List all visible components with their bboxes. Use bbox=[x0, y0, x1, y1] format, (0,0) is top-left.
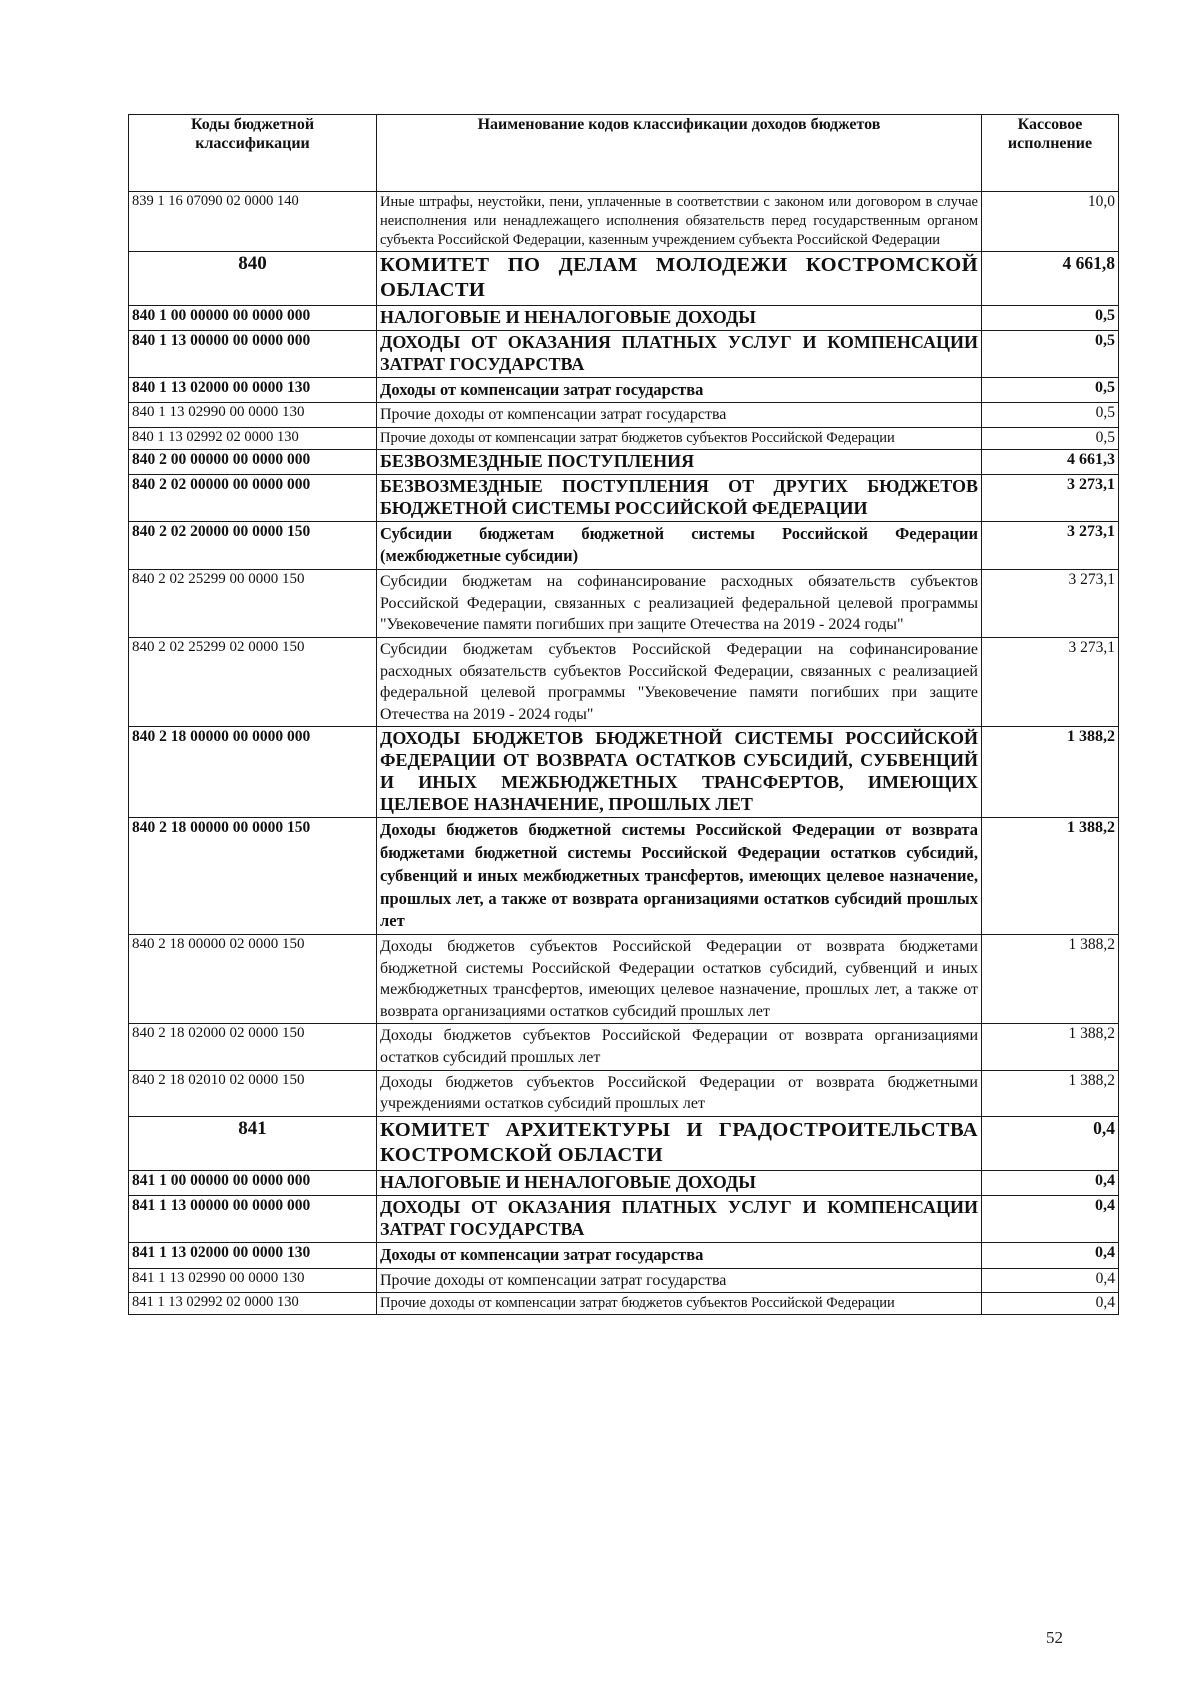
row-sum: 0,5 bbox=[982, 403, 1119, 428]
row-code: 840 1 13 02000 00 0000 130 bbox=[129, 377, 377, 403]
row-name: Прочие доходы от компенсации затрат бюджетов субъектов Российской Федерации bbox=[377, 1293, 982, 1315]
row-name: ДОХОДЫ ОТ ОКАЗАНИЯ ПЛАТНЫХ УСЛУГ И КОМПЕНСАЦИИ ЗАТРАТ ГОСУДАРСТВА bbox=[377, 1195, 982, 1242]
row-code: 840 2 00 00000 00 0000 000 bbox=[129, 449, 377, 474]
row-code: 840 2 02 20000 00 0000 150 bbox=[129, 521, 377, 570]
table-row bbox=[129, 403, 1119, 428]
row-name: Иные штрафы, неустойки, пени, уплаченные в соответствии с законом или договором в случае неисполнения или ненадлежащего исполнения обязательств перед государственным органом субъекта Российской Федерации, казенным учреждением субъекта Российской Федерации bbox=[377, 192, 982, 252]
row-sum: 0,4 bbox=[982, 1268, 1119, 1293]
table-row bbox=[129, 330, 1119, 377]
table-row bbox=[129, 818, 1119, 935]
row-name: Доходы бюджетов субъектов Российской Федерации от возврата организациями остатков субсидий прошлых лет bbox=[377, 1024, 982, 1070]
table-row bbox=[129, 521, 1119, 570]
row-code: 840 1 13 00000 00 0000 000 bbox=[129, 330, 377, 377]
row-code: 841 1 00 00000 00 0000 000 bbox=[129, 1171, 377, 1196]
row-code: 841 1 13 00000 00 0000 000 bbox=[129, 1195, 377, 1242]
row-name: Доходы бюджетов субъектов Российской Федерации от возврата бюджетами бюджетной системы Российской Федерации остатков субсидий, субвенций и иных межбюджетных трансфертов, имеющих целевое назначение, прошлых лет, а также от возврата организациями остатков субсидий прошлых лет bbox=[377, 935, 982, 1024]
table-row bbox=[129, 935, 1119, 1024]
table-row bbox=[129, 377, 1119, 403]
row-name: Доходы бюджетов бюджетной системы Российской Федерации от возврата бюджетами бюджетной системы Российской Федерации остатков субсидий, субвенций и иных межбюджетных трансфертов, имеющих целевое назначение, прошлых лет, а также от возврата организациями остатков субсидий прошлых лет bbox=[377, 818, 982, 935]
row-sum: 0,4 bbox=[982, 1293, 1119, 1315]
row-sum: 3 273,1 bbox=[982, 638, 1119, 727]
header-sum: Кассовое исполнение bbox=[982, 115, 1119, 192]
row-sum: 3 273,1 bbox=[982, 474, 1119, 521]
row-code: 841 bbox=[129, 1116, 377, 1170]
table-row bbox=[129, 727, 1119, 818]
row-code: 839 1 16 07090 02 0000 140 bbox=[129, 192, 377, 252]
row-name: ДОХОДЫ БЮДЖЕТОВ БЮДЖЕТНОЙ СИСТЕМЫ РОССИЙСКОЙ ФЕДЕРАЦИИ ОТ ВОЗВРАТА ОСТАТКОВ СУБСИДИЙ, СУБВЕНЦИЙ И ИНЫХ МЕЖБЮДЖЕТНЫХ ТРАНСФЕРТОВ, ИМЕЮЩИХ ЦЕЛЕВОЕ НАЗНАЧЕНИЕ, ПРОШЛЫХ ЛЕТ bbox=[377, 727, 982, 818]
row-sum: 3 273,1 bbox=[982, 521, 1119, 570]
row-sum: 4 661,3 bbox=[982, 449, 1119, 474]
row-name: Доходы бюджетов субъектов Российской Федерации от возврата бюджетными учреждениями остатков субсидий прошлых лет bbox=[377, 1070, 982, 1116]
table-row bbox=[129, 474, 1119, 521]
row-sum: 3 273,1 bbox=[982, 570, 1119, 638]
table-row bbox=[129, 1268, 1119, 1293]
row-sum: 0,4 bbox=[982, 1116, 1119, 1170]
row-name: Прочие доходы от компенсации затрат государства bbox=[377, 403, 982, 428]
row-sum: 1 388,2 bbox=[982, 1070, 1119, 1116]
table-row bbox=[129, 305, 1119, 330]
row-sum: 0,5 bbox=[982, 330, 1119, 377]
row-name: НАЛОГОВЫЕ И НЕНАЛОГОВЫЕ ДОХОДЫ bbox=[377, 1171, 982, 1196]
row-name: БЕЗВОЗМЕЗДНЫЕ ПОСТУПЛЕНИЯ ОТ ДРУГИХ БЮДЖЕТОВ БЮДЖЕТНОЙ СИСТЕМЫ РОССИЙСКОЙ ФЕДЕРАЦИИ bbox=[377, 474, 982, 521]
table-row bbox=[129, 1242, 1119, 1268]
row-code: 841 1 13 02992 02 0000 130 bbox=[129, 1293, 377, 1315]
row-sum: 1 388,2 bbox=[982, 818, 1119, 935]
table-row bbox=[129, 638, 1119, 727]
row-name: Субсидии бюджетам субъектов Российской Федерации на софинансирование расходных обязательств субъектов Российской Федерации, связанных с реализацией федеральной целевой программы "Увековечение памяти погибших при защите Отечества на 2019 - 2024 годы" bbox=[377, 638, 982, 727]
row-code: 840 2 18 00000 00 0000 000 bbox=[129, 727, 377, 818]
row-code: 840 2 18 00000 00 0000 150 bbox=[129, 818, 377, 935]
row-code: 841 1 13 02000 00 0000 130 bbox=[129, 1242, 377, 1268]
row-name: ДОХОДЫ ОТ ОКАЗАНИЯ ПЛАТНЫХ УСЛУГ И КОМПЕНСАЦИИ ЗАТРАТ ГОСУДАРСТВА bbox=[377, 330, 982, 377]
row-sum: 1 388,2 bbox=[982, 727, 1119, 818]
row-name: Субсидии бюджетам бюджетной системы Российской Федерации (межбюджетные субсидии) bbox=[377, 521, 982, 570]
row-code: 840 2 02 25299 02 0000 150 bbox=[129, 638, 377, 727]
row-name: Субсидии бюджетам на софинансирование расходных обязательств субъектов Российской Федерации, связанных с реализацией федеральной целевой программы "Увековечение памяти погибших при защите Отечества на 2019 - 2024 годы" bbox=[377, 570, 982, 638]
table-row bbox=[129, 570, 1119, 638]
row-sum: 0,5 bbox=[982, 377, 1119, 403]
row-code: 840 1 13 02990 00 0000 130 bbox=[129, 403, 377, 428]
table-row bbox=[129, 1116, 1119, 1170]
row-sum: 0,5 bbox=[982, 305, 1119, 330]
row-code: 840 1 13 02992 02 0000 130 bbox=[129, 428, 377, 450]
row-sum: 0,4 bbox=[982, 1242, 1119, 1268]
revenue-table bbox=[128, 114, 1119, 1315]
row-name: Доходы от компенсации затрат государства bbox=[377, 1242, 982, 1268]
table-row bbox=[129, 1171, 1119, 1196]
row-code: 840 2 18 02010 02 0000 150 bbox=[129, 1070, 377, 1116]
row-sum: 10,0 bbox=[982, 192, 1119, 252]
row-name: НАЛОГОВЫЕ И НЕНАЛОГОВЫЕ ДОХОДЫ bbox=[377, 305, 982, 330]
row-sum: 4 661,8 bbox=[982, 251, 1119, 305]
row-sum: 0,5 bbox=[982, 428, 1119, 450]
row-sum: 1 388,2 bbox=[982, 1024, 1119, 1070]
table-row bbox=[129, 428, 1119, 450]
row-code: 840 2 18 02000 02 0000 150 bbox=[129, 1024, 377, 1070]
table-row bbox=[129, 1070, 1119, 1116]
header-name: Наименование кодов классификации доходов бюджетов bbox=[377, 115, 982, 192]
table-row bbox=[129, 1293, 1119, 1315]
page-number: 52 bbox=[1046, 1628, 1063, 1647]
table-row bbox=[129, 192, 1119, 252]
row-name: Прочие доходы от компенсации затрат государства bbox=[377, 1268, 982, 1293]
row-name: БЕЗВОЗМЕЗДНЫЕ ПОСТУПЛЕНИЯ bbox=[377, 449, 982, 474]
row-code: 840 1 00 00000 00 0000 000 bbox=[129, 305, 377, 330]
table-row bbox=[129, 1024, 1119, 1070]
row-code: 840 2 18 00000 02 0000 150 bbox=[129, 935, 377, 1024]
row-code: 840 2 02 00000 00 0000 000 bbox=[129, 474, 377, 521]
row-code: 840 2 02 25299 00 0000 150 bbox=[129, 570, 377, 638]
row-sum: 0,4 bbox=[982, 1171, 1119, 1196]
row-code: 840 bbox=[129, 251, 377, 305]
row-name: Доходы от компенсации затрат государства bbox=[377, 377, 982, 403]
row-sum: 1 388,2 bbox=[982, 935, 1119, 1024]
row-code: 841 1 13 02990 00 0000 130 bbox=[129, 1268, 377, 1293]
table-row bbox=[129, 449, 1119, 474]
table-row bbox=[129, 1195, 1119, 1242]
row-sum: 0,4 bbox=[982, 1195, 1119, 1242]
table-row bbox=[129, 251, 1119, 305]
table-header-row bbox=[129, 115, 1119, 192]
row-name: КОМИТЕТ АРХИТЕКТУРЫ И ГРАДОСТРОИТЕЛЬСТВА КОСТРОМСКОЙ ОБЛАСТИ bbox=[377, 1116, 982, 1170]
row-name: КОМИТЕТ ПО ДЕЛАМ МОЛОДЕЖИ КОСТРОМСКОЙ ОБЛАСТИ bbox=[377, 251, 982, 305]
row-name: Прочие доходы от компенсации затрат бюджетов субъектов Российской Федерации bbox=[377, 428, 982, 450]
header-code: Коды бюджетной классификации bbox=[129, 115, 377, 192]
